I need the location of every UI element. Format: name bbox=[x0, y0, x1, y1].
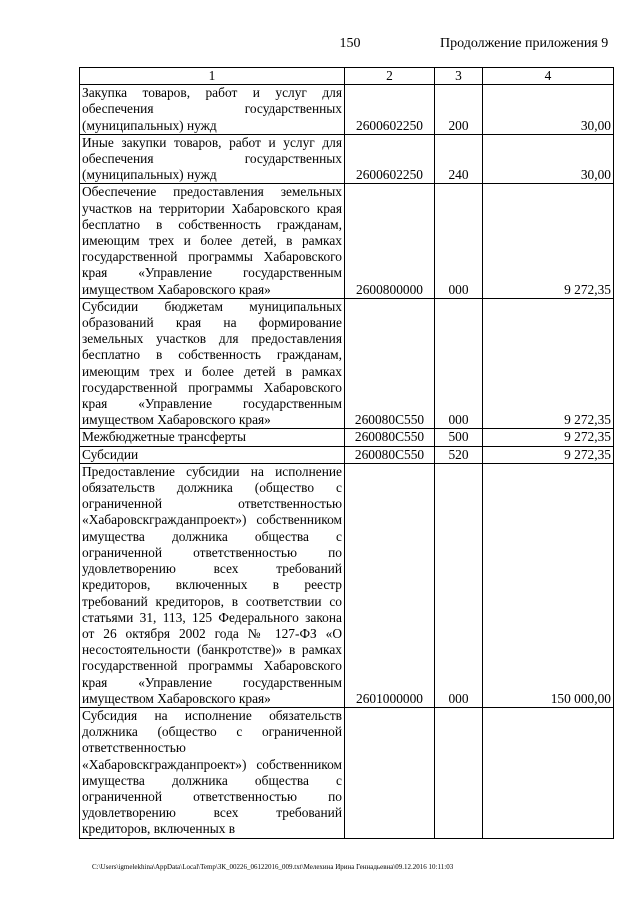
column-header: 3 bbox=[435, 68, 483, 85]
table-row bbox=[80, 429, 614, 446]
row-description: Субсидия на исполнение обязательств должника (общество с ограниченной ответственностью «Хабаровскгражданпроект») собственником имущества должника общества с ограниченной ответственностью по удовлетворению всех требований кредиторов, включенных в bbox=[80, 707, 345, 838]
table-row bbox=[80, 463, 614, 707]
row-amount: 30,00 bbox=[483, 134, 614, 184]
file-path-footer: C:\Users\igmelekhina\AppData\Local\Temp\ЗК_00226_06122016_009.txt\Мелехина Ирина Геннадьевна\09.12.2016 10:11:03 bbox=[92, 863, 454, 871]
row-amount: 150 000,00 bbox=[483, 463, 614, 707]
row-description: Субсидии bbox=[80, 446, 345, 463]
row-amount: 9 272,35 bbox=[483, 429, 614, 446]
row-expense-type: 000 bbox=[435, 298, 483, 429]
table-row bbox=[80, 134, 614, 184]
row-target-code bbox=[345, 707, 435, 838]
row-description: Иные закупки товаров, работ и услуг для обеспечения государственных (муниципальных) нужд bbox=[80, 134, 345, 184]
row-target-code: 260080С550 bbox=[345, 429, 435, 446]
table-row bbox=[80, 85, 614, 135]
row-expense-type: 000 bbox=[435, 463, 483, 707]
table-row bbox=[80, 446, 614, 463]
row-description: Закупка товаров, работ и услуг для обеспечения государственных (муниципальных) нужд bbox=[80, 85, 345, 135]
row-target-code: 2600602250 bbox=[345, 85, 435, 135]
row-description: Предоставление субсидии на исполнение обязательств должника (общество с ограниченной ответственностью «Хабаровскгражданпроект») собственником имущества должника общества с ограниченной ответственностью по удовлетворению всех требований кредиторов, включенных в реестр требований кредиторов, в соответствии со статьями 31, 113, 125 Федерального закона от 26 октября 2002 года № 127-ФЗ «О несостоятельности (банкротстве)» в рамках государственной программы Хабаровского края «Управление государственным имуществом Хабаровского края» bbox=[80, 463, 345, 707]
row-description: Обеспечение предоставления земельных участков на территории Хабаровского края бесплатно в собственность гражданам, имеющим трех и более детей, в рамках государственной программы Хабаровского края «Управление государственным имуществом Хабаровского края» bbox=[80, 184, 345, 298]
row-target-code: 2600800000 bbox=[345, 184, 435, 298]
appendix-continuation-label: Продолжение приложения 9 bbox=[440, 36, 609, 51]
row-amount: 30,00 bbox=[483, 85, 614, 135]
row-target-code: 260080С550 bbox=[345, 298, 435, 429]
row-expense-type: 240 bbox=[435, 134, 483, 184]
row-expense-type: 200 bbox=[435, 85, 483, 135]
table-row bbox=[80, 707, 614, 838]
budget-table bbox=[79, 67, 614, 839]
column-header: 4 bbox=[483, 68, 614, 85]
table-row bbox=[80, 298, 614, 429]
column-header: 1 bbox=[80, 68, 345, 85]
column-header: 2 bbox=[345, 68, 435, 85]
page-number: 150 bbox=[339, 36, 361, 51]
row-target-code: 2601000000 bbox=[345, 463, 435, 707]
row-expense-type: 520 bbox=[435, 446, 483, 463]
row-amount bbox=[483, 707, 614, 838]
row-description: Межбюджетные трансферты bbox=[80, 429, 345, 446]
row-target-code: 2600602250 bbox=[345, 134, 435, 184]
row-description: Субсидии бюджетам муниципальных образований края на формирование земельных участков для предоставления бесплатно в собственность гражданам, имеющим трех и более детей в рамках государственной программы Хабаровского края «Управление государственным имуществом Хабаровского края» bbox=[80, 298, 345, 429]
row-expense-type bbox=[435, 707, 483, 838]
table-row bbox=[80, 184, 614, 298]
table-header-row bbox=[80, 68, 614, 85]
row-expense-type: 000 bbox=[435, 184, 483, 298]
row-amount: 9 272,35 bbox=[483, 184, 614, 298]
row-target-code: 260080С550 bbox=[345, 446, 435, 463]
row-expense-type: 500 bbox=[435, 429, 483, 446]
row-amount: 9 272,35 bbox=[483, 298, 614, 429]
row-amount: 9 272,35 bbox=[483, 446, 614, 463]
